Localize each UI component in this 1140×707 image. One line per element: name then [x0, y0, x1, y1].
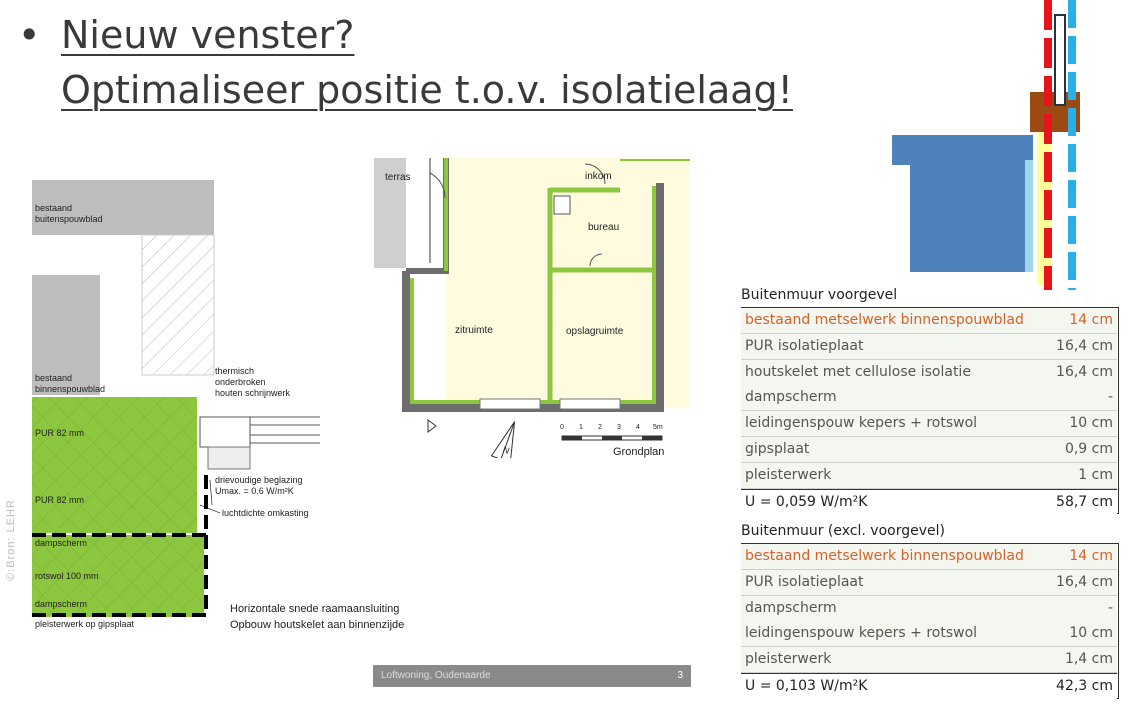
north-label: N — [501, 444, 512, 456]
room-opslagruimte: opslagruimte — [566, 326, 624, 337]
room-inkom: inkom — [585, 171, 612, 182]
plan-footer-bar — [373, 665, 691, 687]
label-pleisterwerk: pleisterwerk op gipsplaat — [35, 619, 135, 629]
table-caption: Buitenmuur voorgevel — [741, 287, 898, 303]
row-name: dampscherm — [745, 599, 837, 616]
label-binnenspouwblad: bestaand binnenspouwblad — [35, 373, 106, 394]
caption-line-2: Opbouw houtskelet aan binnenzijde — [230, 619, 405, 631]
scale-tick-3: 3 — [617, 424, 621, 431]
title-line-1: Nieuw venster? — [61, 13, 355, 57]
row-name: houtskelet met cellulose isolatie — [745, 363, 971, 380]
room-terras: terras — [385, 172, 411, 183]
row-name: dampscherm — [745, 389, 837, 406]
table-total-row — [741, 673, 1117, 699]
row-value: - — [1107, 389, 1113, 406]
row-name: bestaand metselwerk binnenspouwblad — [745, 312, 1024, 328]
table-row — [741, 308, 1117, 334]
label-pur-1: PUR 82 mm — [35, 428, 85, 438]
row-value: 10 cm — [1069, 415, 1113, 432]
schematic-window-body — [910, 160, 1033, 272]
leader-1 — [210, 480, 212, 505]
window-2 — [560, 399, 620, 409]
row-value: - — [1107, 599, 1113, 616]
table-row — [741, 647, 1117, 673]
room-bureau: bureau — [588, 222, 620, 233]
table-total-row — [741, 489, 1117, 515]
row-name: leidingenspouw kepers + rotswol — [745, 625, 978, 642]
table-row — [741, 621, 1117, 647]
table-row — [741, 334, 1117, 360]
table-voorgevel — [741, 286, 1119, 516]
table-row — [741, 544, 1117, 570]
row-name: leidingenspouw kepers + rotswol — [745, 415, 978, 432]
label-dampscherm-1: dampscherm — [35, 538, 88, 548]
door-terras — [430, 173, 445, 198]
table-row — [741, 385, 1117, 411]
row-value: 16,4 cm — [1056, 363, 1113, 380]
scale-tick-5: 5m — [653, 424, 663, 431]
pur-cross — [32, 397, 197, 533]
table-caption: Buitenmuur (excl. voorgevel) — [741, 523, 945, 539]
title-line-2: Optimaliseer positie t.o.v. isolatielaag! — [61, 68, 793, 112]
room-zitruimte: zitruimte — [455, 325, 493, 336]
label-beglazing: drievoudige beglazing Umax. = 0.6 W/m²K — [215, 475, 303, 496]
scale-tick-2: 2 — [598, 424, 602, 431]
floor-plan — [370, 158, 700, 458]
total-name: U = 0,103 W/m²K — [745, 678, 868, 694]
caption-line-1: Horizontale snede raamaansluiting — [230, 603, 400, 615]
total-name: U = 0,059 W/m²K — [745, 493, 868, 510]
grondplan-label: Grondplan — [613, 446, 665, 458]
scale-tick-4: 4 — [636, 424, 640, 431]
cavity-hatch — [142, 235, 214, 375]
leader-2 — [200, 505, 220, 513]
label-omkasting: luchtdichte omkasting — [222, 508, 309, 518]
toilet — [554, 196, 570, 214]
row-value: 14 cm — [1069, 548, 1113, 564]
row-value: 1 cm — [1078, 466, 1113, 483]
label-dampscherm-2: dampscherm — [35, 599, 88, 609]
table-row — [741, 596, 1117, 622]
table-row — [741, 360, 1117, 386]
label-buitenspouwblad: bestaand buitenspouwblad — [35, 203, 103, 224]
window-frame — [200, 417, 250, 447]
label-schrijnwerk: thermisch onderbroken houten schrijnwerk — [215, 366, 291, 398]
total-value: 42,3 cm — [1056, 678, 1113, 694]
wall-west — [406, 158, 446, 271]
plan-footer-left: Loftwoning, Oudenaarde — [381, 670, 491, 681]
table-row — [741, 463, 1117, 489]
row-value: 14 cm — [1069, 312, 1113, 328]
window-1 — [480, 399, 540, 409]
wall-schematic — [885, 0, 1085, 290]
schematic-frame-edge — [1025, 160, 1033, 272]
frame-lower — [208, 447, 250, 469]
scale-tick-1: 1 — [579, 424, 583, 431]
table-row — [741, 437, 1117, 463]
table-row — [741, 411, 1117, 437]
scale-bar — [562, 436, 662, 440]
row-value: 16,4 cm — [1056, 337, 1113, 354]
schematic-slot — [1055, 15, 1065, 105]
row-name: gipsplaat — [745, 441, 810, 457]
row-name: PUR isolatieplaat — [745, 337, 864, 354]
scale-tick-0: 0 — [560, 424, 564, 431]
image-credit: ©:Bron: LEHR — [4, 499, 17, 581]
row-value: 0,9 cm — [1064, 441, 1113, 457]
row-value: 10 cm — [1069, 625, 1113, 642]
row-value: 16,4 cm — [1056, 573, 1113, 590]
row-name: PUR isolatieplaat — [745, 573, 864, 590]
row-name: bestaand metselwerk binnenspouwblad — [745, 548, 1024, 564]
table-excl-voorgevel — [741, 522, 1119, 702]
row-value: 1,4 cm — [1064, 651, 1113, 668]
table-row — [741, 570, 1117, 596]
label-rotswol: rotswol 100 mm — [35, 571, 99, 581]
arrow-marker — [428, 420, 436, 432]
row-name: pleisterwerk — [745, 651, 832, 668]
title-bullet: • — [18, 13, 41, 57]
plan-footer-right: 3 — [677, 670, 683, 681]
row-name: pleisterwerk — [745, 466, 832, 483]
label-pur-2: PUR 82 mm — [35, 495, 85, 505]
total-value: 58,7 cm — [1056, 493, 1113, 510]
